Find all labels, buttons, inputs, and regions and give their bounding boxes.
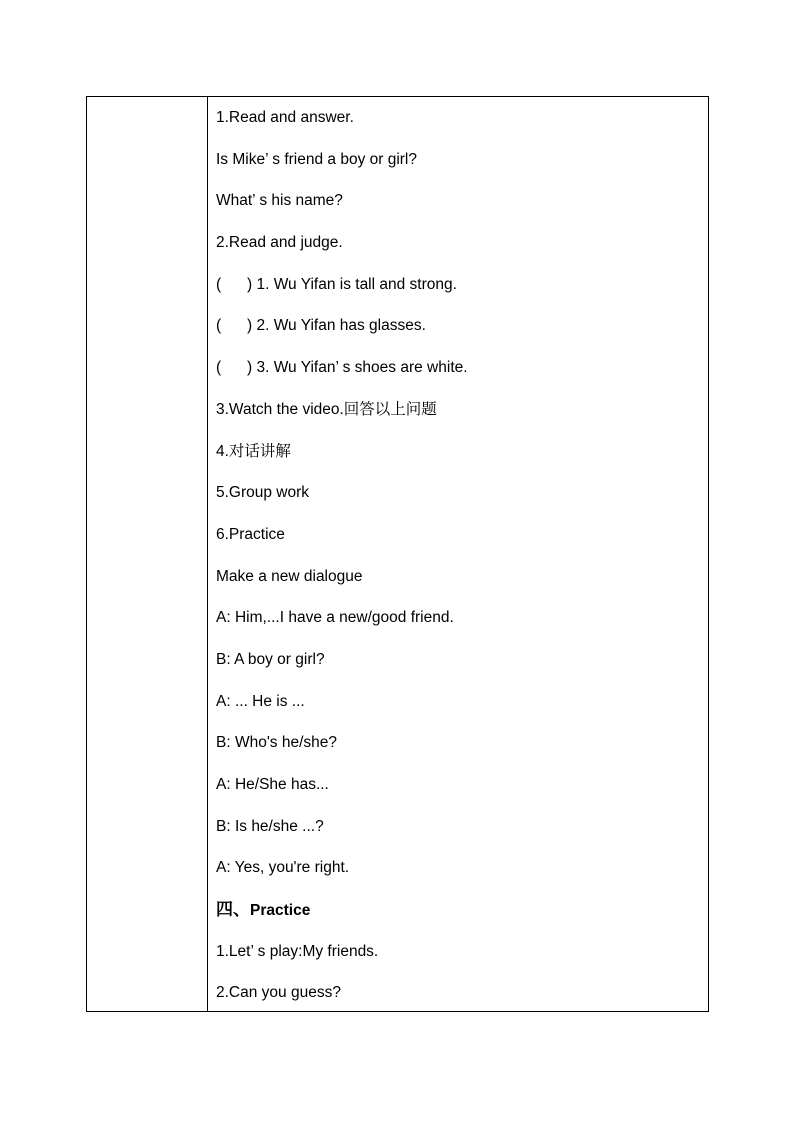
line-judge-1: ( ) 1. Wu Yifan is tall and strong. [216, 275, 457, 293]
line-lets-play: 1.Let’ s play:My friends. [216, 942, 379, 960]
line-group-work: 5.Group work [216, 484, 310, 502]
line-judge-2: ( ) 2. Wu Yifan has glasses. [216, 317, 426, 335]
line-judge-3: ( ) 3. Wu Yifan’ s shoes are white. [216, 359, 468, 377]
lesson-table [86, 96, 709, 1012]
line-dialogue-b3: B: Is he/she ...? [216, 817, 324, 835]
line-dialogue-b1: B: A boy or girl? [216, 650, 325, 668]
line-dialogue-explain: 4.对话讲解 [216, 442, 291, 460]
line-dialogue-a1: A: Him,...I have a new/good friend. [216, 609, 454, 627]
line-watch-video: 3.Watch the video.回答以上问题 [216, 400, 437, 418]
content-lines [216, 108, 702, 1025]
line-make-dialogue: Make a new dialogue [216, 567, 363, 585]
section-title: Practice [250, 902, 311, 920]
line-can-you-guess: 2.Can you guess? [216, 984, 341, 1002]
section-number: 四、 [216, 900, 250, 920]
content-cell [208, 97, 708, 1011]
line-read-answer: 1.Read and answer. [216, 109, 354, 126]
line-dialogue-a4: A: Yes, you're right. [216, 859, 350, 877]
line-practice: 6.Practice [216, 525, 285, 543]
line-read-judge: 2.Read and judge. [216, 234, 343, 252]
line-dialogue-b2: B: Who's he/she? [216, 734, 337, 752]
left-cell-empty [87, 97, 208, 1011]
line-question-boy-girl: Is Mike’ s friend a boy or girl? [216, 150, 418, 168]
line-question-name: What’ s his name? [216, 192, 343, 210]
section-heading [216, 900, 702, 942]
line-dialogue-a2: A: ... He is ... [216, 692, 305, 710]
line-dialogue-a3: A: He/She has... [216, 776, 329, 793]
